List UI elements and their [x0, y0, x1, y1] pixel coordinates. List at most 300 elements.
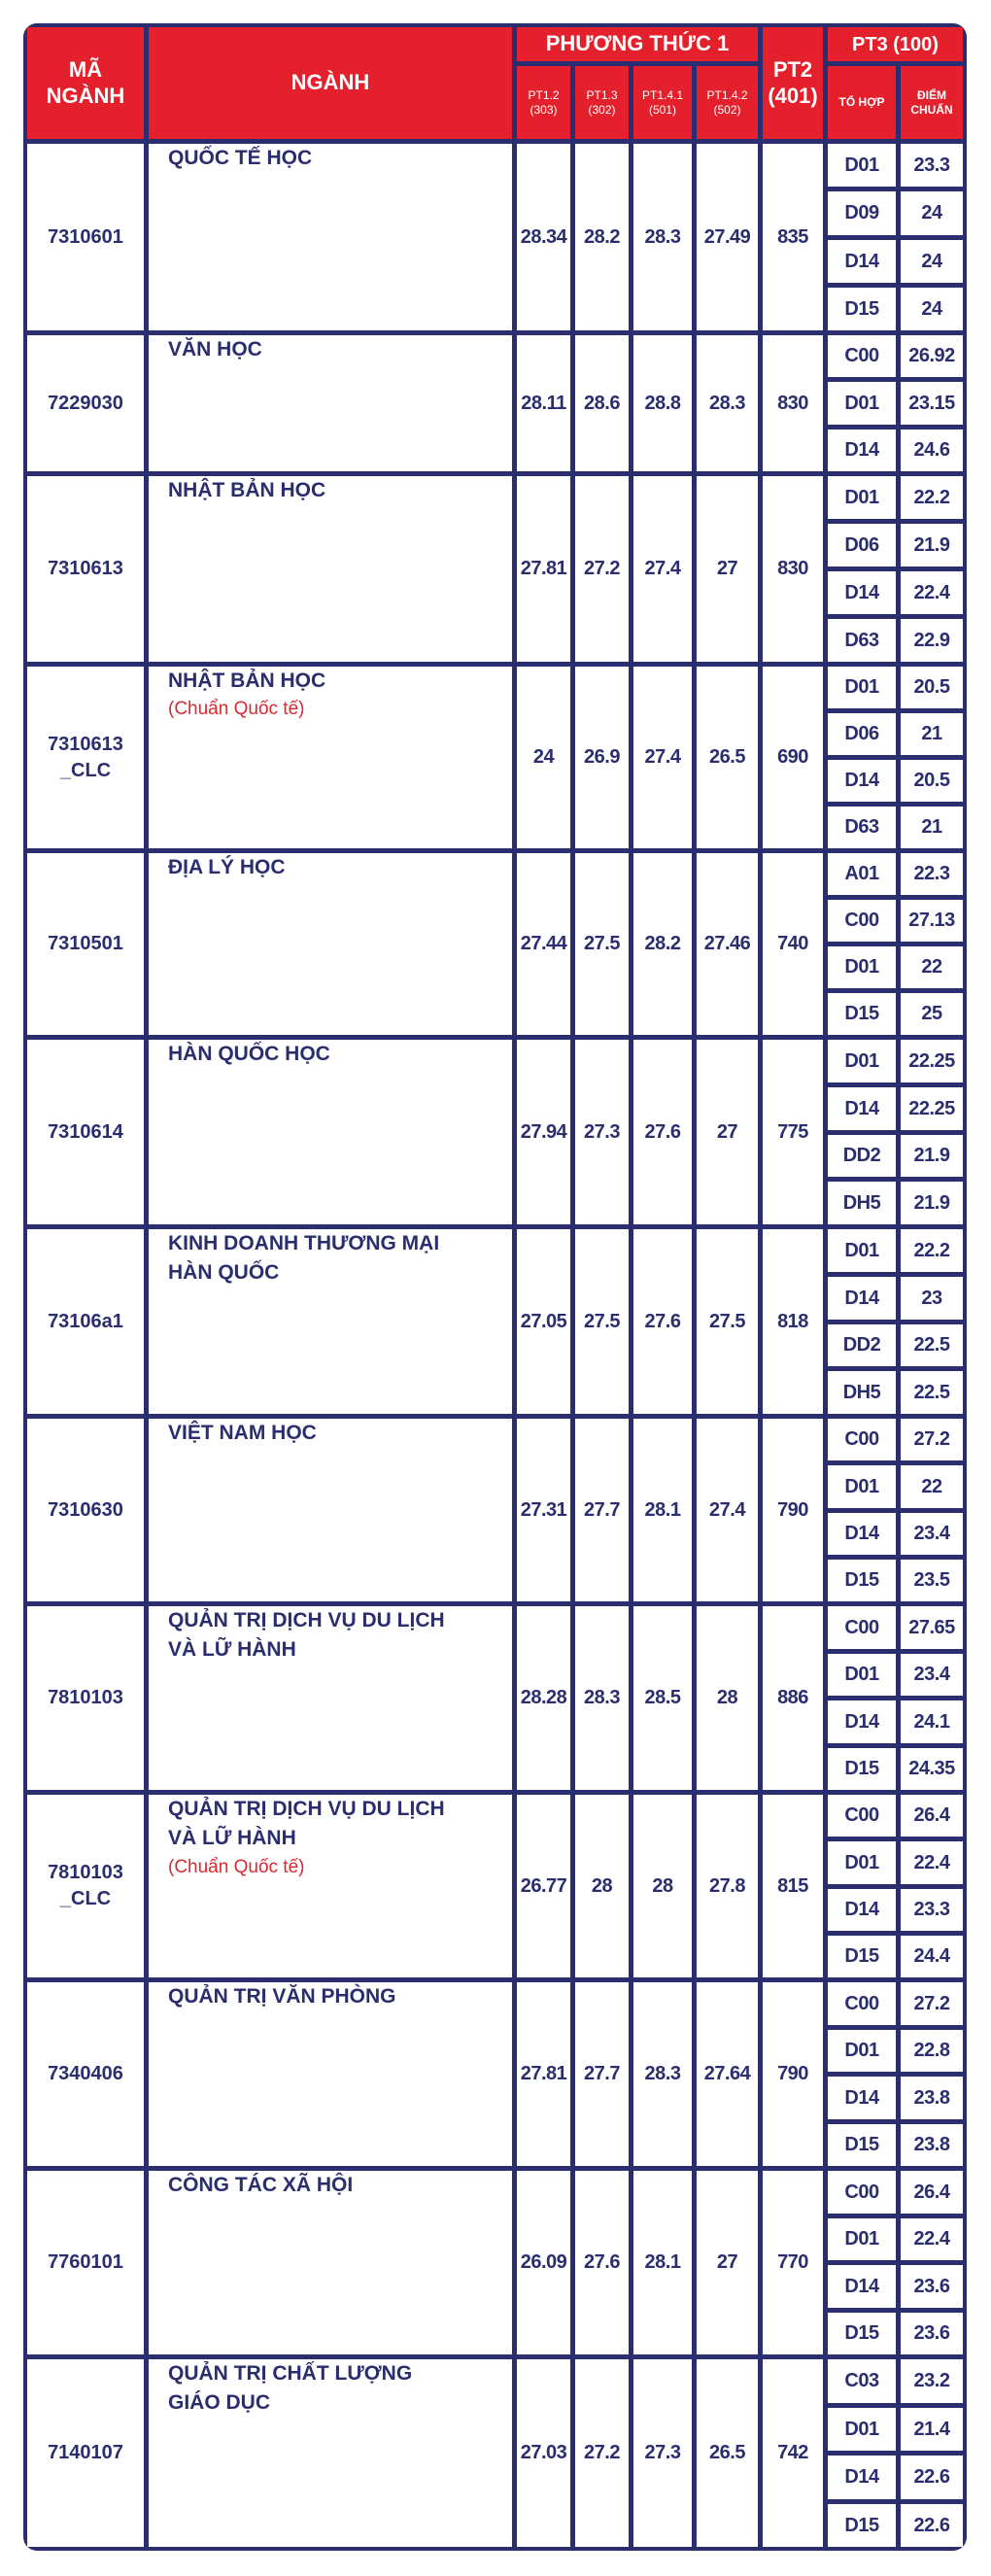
cutoff-score: 21.9: [913, 533, 950, 556]
cutoff-score-cell: [901, 144, 963, 187]
cutoff-score-cell: [901, 571, 963, 614]
subject-combo: D14: [844, 250, 879, 272]
cutoff-score-cell: [901, 2218, 963, 2260]
subject-combo: D14: [844, 2466, 879, 2488]
header-diem-chuan: [901, 66, 963, 139]
cutoff-score: 23.15: [908, 392, 955, 414]
subject-combo: D01: [844, 2228, 879, 2250]
major-code: 7310613: [48, 558, 123, 579]
header-ma-nganh: [27, 27, 144, 139]
subject-combo: D01: [844, 154, 879, 176]
cutoff-score-cell: [901, 807, 963, 848]
subject-combo: D06: [844, 533, 879, 556]
score-pt13-cell: [575, 2171, 629, 2354]
score-pt141-cell: [633, 2171, 692, 2354]
cutoff-score-cell: [901, 1277, 963, 1320]
cutoff-score-cell: [901, 2030, 963, 2072]
cutoff-score: 23.6: [913, 2275, 950, 2297]
score-pt141: 27.6: [644, 1310, 681, 1332]
major-code: 7310501: [48, 933, 123, 954]
major-name: QUỐC TẾ HỌC: [168, 147, 313, 169]
score-pt2: 835: [777, 225, 808, 248]
score-pt13: 26.9: [584, 746, 620, 768]
score-pt2-cell: [763, 1606, 823, 1790]
cutoff-score: 22.2: [913, 486, 950, 508]
cutoff-score-cell: [901, 667, 963, 708]
major-code: 7810103: [48, 1862, 123, 1883]
subject-combo-cell: [828, 335, 896, 377]
subject-combo-cell: [828, 1324, 896, 1366]
subject-combo-cell: [828, 1277, 896, 1320]
header-pt3: [828, 27, 963, 61]
major-name: QUẢN TRỊ DỊCH VỤ DU LỊCH: [168, 1798, 445, 1820]
cutoff-score: 22.6: [913, 2514, 950, 2536]
score-pt13-cell: [575, 1419, 629, 1601]
major-name: VĂN HỌC: [168, 338, 262, 361]
subject-combo: D01: [844, 392, 879, 414]
cutoff-score: 23.3: [913, 1899, 950, 1920]
score-pt2-cell: [763, 2359, 823, 2547]
major-code: 7310630: [48, 1498, 123, 1521]
cutoff-score: 23.8: [913, 2086, 950, 2109]
cutoff-score: 27.2: [913, 1992, 950, 2014]
header-pt1-sub-num: (502): [713, 102, 741, 117]
header-nganh: [149, 27, 512, 139]
header-diem-label: ĐIỂM: [917, 88, 946, 103]
major-code-cell: [27, 335, 144, 471]
cutoff-score: 22.25: [908, 1097, 955, 1119]
cutoff-score-cell: [901, 382, 963, 425]
score-pt142-cell: [697, 853, 758, 1035]
subject-combo: D06: [844, 723, 879, 744]
score-pt141: 27.3: [644, 2442, 681, 2463]
cutoff-score-cell: [901, 476, 963, 519]
cutoff-score: 21.9: [913, 1191, 950, 1214]
header-pt1-sub-0: [517, 66, 570, 139]
cutoff-score: 23.5: [913, 1569, 950, 1591]
score-pt12: 27.44: [520, 933, 567, 954]
score-pt141: 28.3: [644, 225, 681, 248]
subject-combo-cell: [828, 144, 896, 187]
cutoff-score-cell: [901, 853, 963, 895]
score-pt142-cell: [697, 1040, 758, 1224]
cutoff-score-cell: [901, 2359, 963, 2403]
score-pt2: 886: [777, 1687, 808, 1708]
score-pt12-cell: [517, 2171, 570, 2354]
subject-combo-cell: [828, 1889, 896, 1931]
score-pt12-cell: [517, 1229, 570, 1414]
major-code: 7760101: [48, 2251, 123, 2273]
cutoff-score: 22.4: [913, 1851, 950, 1873]
score-pt13-cell: [575, 853, 629, 1035]
cutoff-score: 24: [921, 250, 942, 272]
subject-combo-cell: [828, 2359, 896, 2403]
subject-combo-cell: [828, 524, 896, 567]
score-pt13-cell: [575, 144, 629, 330]
score-pt142-cell: [697, 476, 758, 662]
subject-combo-cell: [828, 1465, 896, 1508]
score-pt13: 28.2: [584, 225, 620, 248]
major-name-cell: [149, 1606, 512, 1790]
header-pt1-sub-num: (303): [530, 102, 558, 117]
major-code: 7310614: [48, 1120, 123, 1143]
score-pt13: 28: [591, 1874, 613, 1897]
score-pt13: 27.2: [584, 2442, 620, 2463]
cutoff-score: 22.4: [913, 581, 950, 603]
cutoff-score: 23.6: [913, 2322, 950, 2344]
score-pt2-cell: [763, 144, 823, 330]
score-pt141: 28.8: [644, 392, 681, 414]
subject-combo-cell: [828, 191, 896, 235]
header-pt1-sub-code: PT1.2: [528, 87, 560, 102]
subject-combo: C00: [844, 1992, 879, 2014]
score-pt13: 27.3: [584, 1120, 620, 1143]
score-pt141-cell: [633, 1040, 692, 1224]
cutoff-score-cell: [901, 1087, 963, 1130]
subject-combo-cell: [828, 900, 896, 942]
subject-combo: D01: [844, 2040, 879, 2061]
score-pt13-cell: [575, 1229, 629, 1414]
score-pt142-cell: [697, 1982, 758, 2166]
score-pt141-cell: [633, 1606, 692, 1790]
cutoff-score-cell: [901, 1748, 963, 1790]
header-pt1-sub-code: PT1.4.2: [706, 87, 748, 102]
cutoff-score-cell: [901, 1229, 963, 1272]
subject-combo: D14: [844, 1097, 879, 1119]
cutoff-score: 26.4: [913, 2181, 950, 2203]
major-code-cell: [27, 1229, 144, 1414]
header-pt1-sub-num: (501): [648, 102, 676, 117]
major-code-cell: [27, 476, 144, 662]
score-pt13: 27.7: [584, 1498, 620, 1521]
major-name-cell: [149, 853, 512, 1035]
cutoff-score-cell: [901, 1465, 963, 1508]
score-pt12: 24: [532, 746, 555, 768]
cutoff-score: 21: [921, 816, 942, 838]
subject-combo: D14: [844, 1287, 879, 1309]
major-name-cell: [149, 144, 512, 330]
subject-combo-cell: [828, 2408, 896, 2451]
score-pt12: 27.81: [520, 558, 567, 579]
major-code: 7310601: [48, 225, 123, 248]
score-pt2: 690: [777, 746, 808, 768]
cutoff-score: 23.4: [913, 1523, 950, 1544]
major-name-cell: [149, 1040, 512, 1224]
major-code-cell: [27, 1606, 144, 1790]
cutoff-score: 27.13: [908, 910, 955, 931]
score-pt12: 27.94: [520, 1120, 567, 1143]
score-pt141-cell: [633, 335, 692, 471]
subject-combo: D01: [844, 676, 879, 698]
major-name: HÀN QUỐC HỌC: [168, 1043, 330, 1065]
subject-combo-cell: [828, 2171, 896, 2214]
score-pt12: 27.81: [520, 2063, 567, 2084]
header-pt1-title: PHƯƠNG THỨC 1: [545, 31, 730, 56]
subject-combo: D15: [844, 1758, 879, 1779]
cutoff-score-cell: [901, 1654, 963, 1696]
cutoff-score-cell: [901, 2504, 963, 2547]
major-name-cell: [149, 1419, 512, 1601]
score-pt13: 27.6: [584, 2251, 620, 2273]
cutoff-score: 27.2: [913, 1428, 950, 1450]
cutoff-score: 24.6: [913, 439, 950, 461]
score-pt2-cell: [763, 335, 823, 471]
score-pt12-cell: [517, 1606, 570, 1790]
score-pt13-cell: [575, 1982, 629, 2166]
header-nganh-title: NGÀNH: [290, 70, 370, 95]
subject-combo-cell: [828, 1182, 896, 1224]
score-pt2: 740: [777, 933, 808, 954]
cutoff-score-cell: [901, 2313, 963, 2354]
score-pt13-cell: [575, 1795, 629, 1977]
score-pt141: 28.2: [644, 933, 681, 954]
major-code: 7310613: [48, 733, 123, 755]
cutoff-score: 21: [921, 723, 942, 744]
cutoff-score-cell: [901, 900, 963, 942]
cutoff-score-cell: [901, 2265, 963, 2308]
major-code: 73106a1: [48, 1310, 123, 1332]
cutoff-score-cell: [901, 993, 963, 1035]
score-pt142: 27: [716, 1120, 738, 1143]
subject-combo: D15: [844, 2514, 879, 2536]
score-pt141: 28.5: [644, 1687, 681, 1708]
cutoff-score-cell: [901, 1936, 963, 1977]
subject-combo-cell: [828, 2218, 896, 2260]
score-pt142-cell: [697, 2359, 758, 2547]
score-pt2-cell: [763, 1419, 823, 1601]
cutoff-score: 23.2: [913, 2370, 950, 2391]
score-pt142: 27: [716, 2251, 738, 2273]
subject-combo-cell: [828, 713, 896, 755]
cutoff-score-cell: [901, 946, 963, 988]
subject-combo-cell: [828, 946, 896, 988]
cutoff-score: 23: [921, 1287, 942, 1309]
score-pt141: 28.3: [644, 2063, 681, 2084]
score-pt12: 27.05: [520, 1310, 567, 1332]
subject-combo-cell: [828, 2124, 896, 2166]
score-pt142: 26.5: [709, 746, 745, 768]
score-pt141-cell: [633, 1229, 692, 1414]
major-name-cell: [149, 1982, 512, 2166]
subject-combo-cell: [828, 1135, 896, 1177]
cutoff-score-cell: [901, 1889, 963, 1931]
major-name: KINH DOANH THƯƠNG MẠI: [168, 1232, 440, 1254]
score-pt12-cell: [517, 1982, 570, 2166]
cutoff-score: 24: [921, 202, 942, 223]
subject-combo-cell: [828, 1748, 896, 1790]
major-name-cell: [149, 2359, 512, 2547]
major-name: GIÁO DỤC: [168, 2391, 270, 2415]
major-name: QUẢN TRỊ DỊCH VỤ DU LỊCH: [168, 1609, 445, 1631]
score-pt13-cell: [575, 1606, 629, 1790]
score-pt12-cell: [517, 853, 570, 1035]
subject-combo: DH5: [842, 1191, 881, 1214]
score-pt141-cell: [633, 667, 692, 848]
score-pt13-cell: [575, 335, 629, 471]
score-pt2-cell: [763, 476, 823, 662]
major-name: CÔNG TÁC XÃ HỘI: [168, 2174, 354, 2196]
header-pt1-sub-1: [575, 66, 629, 139]
major-name: QUẢN TRỊ VĂN PHÒNG: [168, 1985, 396, 2008]
score-pt12: 26.09: [520, 2251, 567, 2273]
score-pt142: 27.4: [709, 1498, 745, 1521]
cutoff-score-cell: [901, 713, 963, 755]
subject-combo: C00: [844, 1804, 879, 1826]
subject-combo: D14: [844, 1710, 879, 1733]
score-pt13-cell: [575, 667, 629, 848]
subject-combo: D14: [844, 2275, 879, 2297]
subject-combo: D15: [844, 2134, 879, 2155]
subject-combo-cell: [828, 667, 896, 708]
subject-combo-cell: [828, 1419, 896, 1460]
subject-combo: D01: [844, 1475, 879, 1497]
subject-combo-cell: [828, 1936, 896, 1977]
score-pt141: 28: [652, 1874, 673, 1897]
cutoff-score-cell: [901, 240, 963, 283]
subject-combo-cell: [828, 1654, 896, 1696]
score-pt142: 27.46: [703, 933, 751, 954]
subject-combo-cell: [828, 1371, 896, 1414]
score-pt141-cell: [633, 476, 692, 662]
subject-combo: C00: [844, 2181, 879, 2203]
subject-combo: DD2: [842, 1145, 881, 1166]
score-pt142-cell: [697, 1795, 758, 1977]
subject-combo-cell: [828, 1795, 896, 1837]
major-code: 7340406: [48, 2063, 123, 2084]
subject-combo-cell: [828, 476, 896, 519]
subject-combo: D14: [844, 439, 879, 461]
score-pt12-cell: [517, 144, 570, 330]
subject-combo-cell: [828, 429, 896, 471]
cutoff-score-cell: [901, 619, 963, 662]
cutoff-score: 22.2: [913, 1239, 950, 1261]
cutoff-score-cell: [901, 760, 963, 802]
score-pt2: 818: [777, 1310, 808, 1332]
subject-combo: D14: [844, 2086, 879, 2109]
score-pt141-cell: [633, 144, 692, 330]
subject-combo: D01: [844, 956, 879, 978]
header-to-hop-label: TỔ HỢP: [838, 95, 885, 110]
major-subtitle: (Chuẩn Quốc tế): [168, 699, 305, 720]
score-pt13-cell: [575, 476, 629, 662]
cutoff-score-cell: [901, 1419, 963, 1460]
score-pt12: 27.31: [520, 1498, 567, 1521]
subject-combo: D15: [844, 2322, 879, 2344]
cutoff-score: 23.3: [913, 154, 950, 176]
score-pt2-cell: [763, 1982, 823, 2166]
subject-combo: D63: [844, 816, 879, 838]
major-name: NHẬT BẢN HỌC: [168, 670, 326, 692]
cutoff-score-cell: [901, 2456, 963, 2499]
admission-score-table-frame: [23, 23, 967, 2551]
cutoff-score-cell: [901, 1982, 963, 2025]
cutoff-score-cell: [901, 1795, 963, 1837]
subject-combo: DD2: [842, 1334, 881, 1356]
subject-combo: D01: [844, 1239, 879, 1261]
subject-combo-cell: [828, 2030, 896, 2072]
subject-combo: D14: [844, 1523, 879, 1544]
cutoff-score: 24.4: [913, 1945, 950, 1967]
score-pt2-cell: [763, 1795, 823, 1977]
major-name: QUẢN TRỊ CHẤT LƯỢNG: [168, 2362, 413, 2385]
score-pt12: 28.11: [521, 392, 566, 414]
score-pt142: 27.5: [709, 1310, 745, 1332]
cutoff-score: 22.25: [908, 1049, 955, 1072]
subject-combo-cell: [828, 853, 896, 895]
score-pt141-cell: [633, 2359, 692, 2547]
cutoff-score-cell: [901, 1135, 963, 1177]
cutoff-score: 22.8: [913, 2040, 950, 2061]
cutoff-score: 24.1: [913, 1710, 950, 1733]
cutoff-score-cell: [901, 1371, 963, 1414]
cutoff-score: 24: [921, 297, 942, 320]
score-pt141-cell: [633, 1795, 692, 1977]
score-pt12: 27.03: [520, 2442, 567, 2463]
major-code-cell: [27, 853, 144, 1035]
cutoff-score: 26.4: [913, 1804, 950, 1826]
score-pt12-cell: [517, 476, 570, 662]
subject-combo-cell: [828, 571, 896, 614]
subject-combo: D09: [844, 202, 879, 223]
score-pt13: 28.6: [584, 392, 620, 414]
cutoff-score-cell: [901, 1841, 963, 1884]
cutoff-score-cell: [901, 2408, 963, 2451]
cutoff-score: 21.9: [913, 1145, 950, 1166]
score-pt2: 790: [777, 2063, 808, 2084]
subject-combo: C00: [844, 345, 879, 366]
subject-combo-cell: [828, 1982, 896, 2025]
subject-combo-cell: [828, 288, 896, 330]
cutoff-score: 24.35: [908, 1758, 955, 1779]
subject-combo: DH5: [842, 1381, 881, 1403]
score-pt12: 26.77: [520, 1874, 567, 1897]
score-pt13: 27.7: [584, 2063, 620, 2084]
cutoff-score: 26.92: [908, 345, 955, 366]
major-code: _CLC: [59, 759, 112, 781]
score-pt13-cell: [575, 2359, 629, 2547]
major-name-cell: [149, 1229, 512, 1414]
major-subtitle: (Chuẩn Quốc tế): [168, 1856, 305, 1877]
cutoff-score-cell: [901, 1606, 963, 1649]
subject-combo: D15: [844, 1945, 879, 1967]
subject-combo-cell: [828, 240, 896, 283]
cutoff-score-cell: [901, 1560, 963, 1601]
header-pt1-sub-num: (302): [588, 102, 616, 117]
score-pt142: 27.8: [709, 1874, 745, 1897]
score-pt2: 815: [777, 1874, 808, 1897]
admission-score-table: [23, 23, 967, 2551]
subject-combo-cell: [828, 2313, 896, 2354]
cutoff-score-cell: [901, 1513, 963, 1555]
score-pt142-cell: [697, 667, 758, 848]
score-pt2-cell: [763, 1229, 823, 1414]
major-code-cell: [27, 1419, 144, 1601]
cutoff-score: 21.4: [913, 2418, 950, 2440]
subject-combo: D01: [844, 1049, 879, 1072]
cutoff-score-cell: [901, 2124, 963, 2166]
score-pt142-cell: [697, 1606, 758, 1790]
cutoff-score: 22.4: [913, 2228, 950, 2250]
cutoff-score-cell: [901, 2171, 963, 2214]
subject-combo: C00: [844, 910, 879, 931]
score-pt2: 830: [777, 558, 808, 579]
subject-combo: D15: [844, 1569, 879, 1591]
subject-combo: D63: [844, 629, 879, 651]
score-pt141: 28.1: [644, 2251, 681, 2273]
cutoff-score: 22.5: [913, 1334, 950, 1356]
major-code-cell: [27, 1795, 144, 1977]
score-pt142: 28: [716, 1687, 738, 1708]
